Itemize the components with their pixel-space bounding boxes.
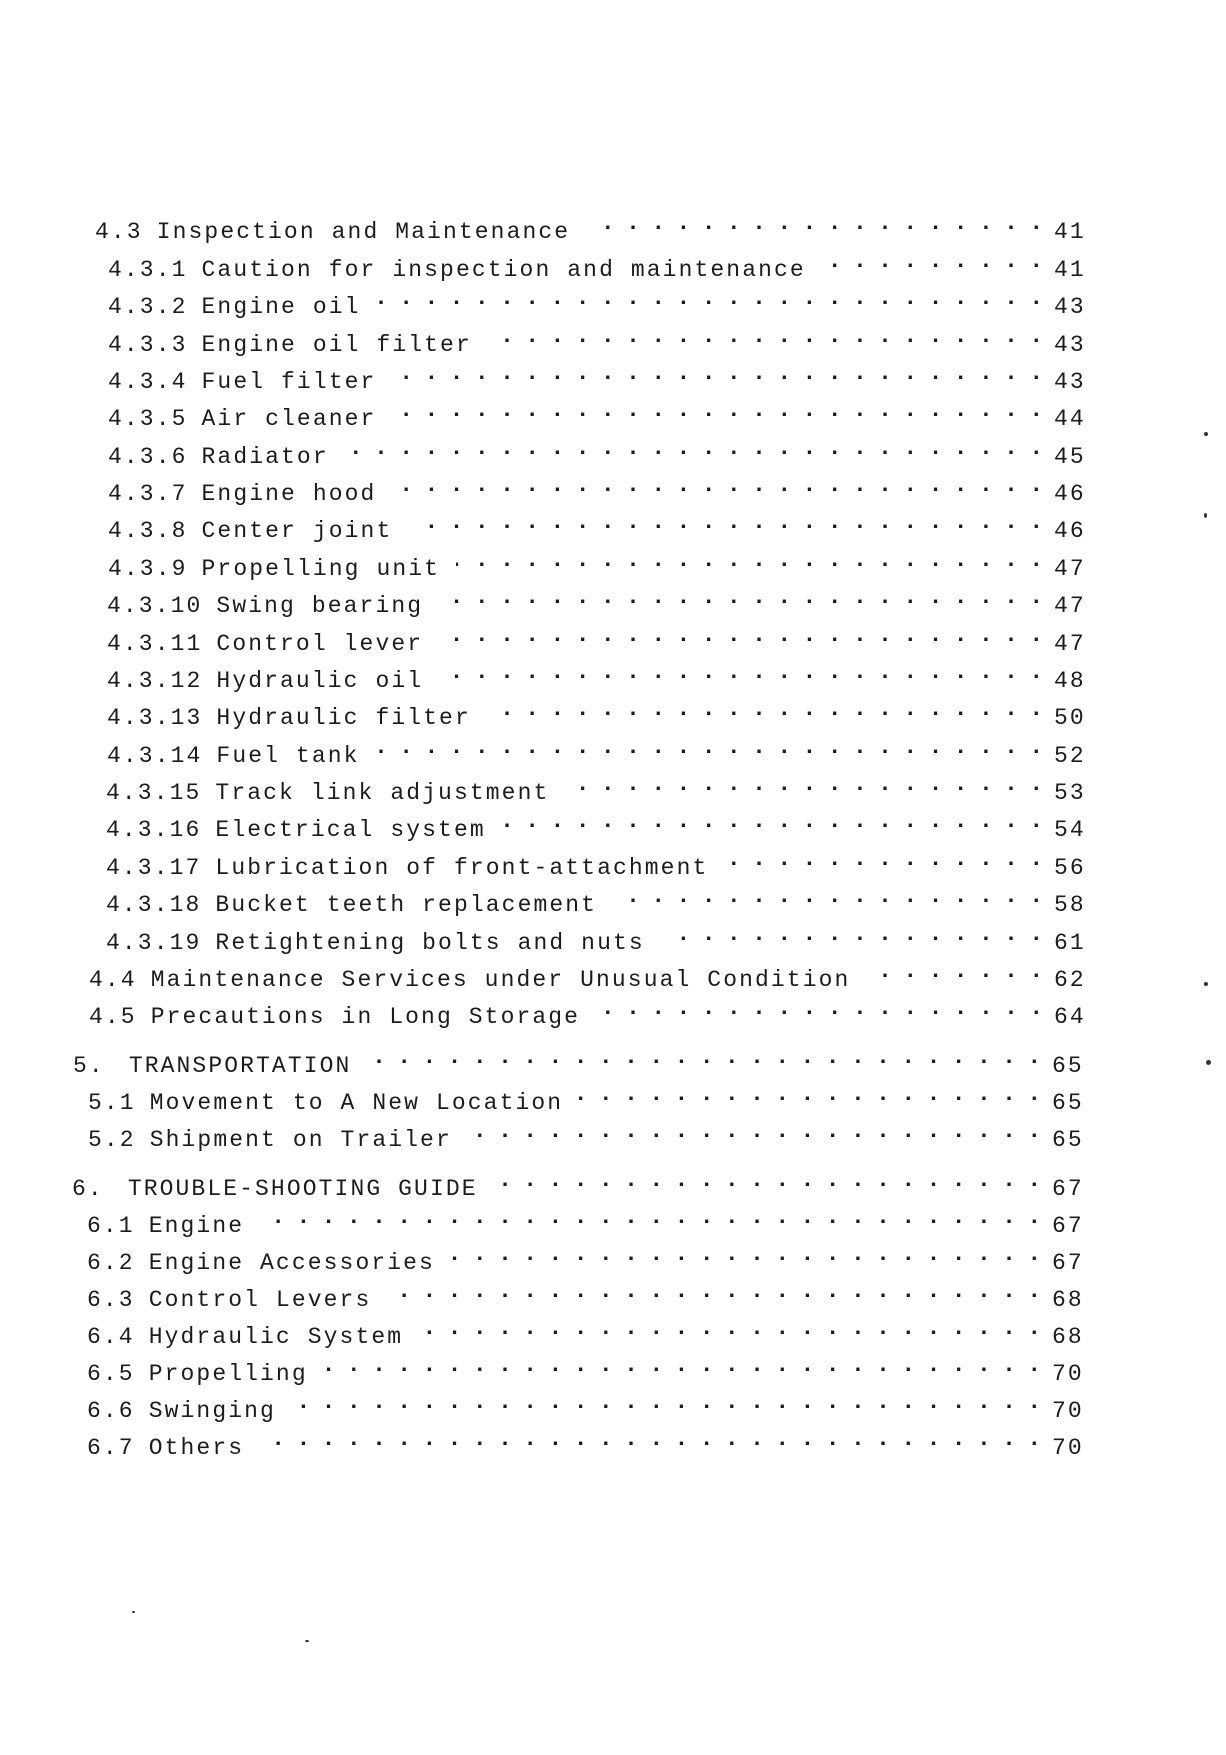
toc-entry [87,1239,1090,1276]
toc-entry-number: 4.3.8 [108,518,188,544]
toc-entry-page: 47 [1054,593,1086,619]
toc-entry-number: 4.3.19 [106,930,202,956]
toc-entry-number: 4.3.5 [108,406,188,432]
dot-leader [419,1313,1040,1343]
toc-entry-page: 65 [1052,1090,1084,1116]
toc-entry-title: TRANSPORTATION [128,1053,352,1079]
dot-leader [292,1387,1040,1417]
dot-leader [367,1042,1040,1072]
toc-entry-number: 4.3.10 [107,593,203,619]
toc-entry [107,694,1092,731]
toc-entry-number: 4.3.4 [108,369,188,395]
toc-entry-page: 54 [1054,817,1086,843]
dot-leader [260,1424,1040,1454]
dot-leader [408,507,1042,537]
dot-leader [661,919,1042,949]
toc-entry-title: Maintenance Services under Unusual Condition [150,967,851,993]
toc-entry-page: 68 [1052,1324,1084,1350]
toc-entry-page: 46 [1054,481,1086,507]
toc-entry [106,806,1092,843]
toc-entry [108,433,1092,470]
toc-entry-page: 58 [1054,892,1086,918]
toc-entry-page: 41 [1054,219,1086,245]
toc-entry-page: 68 [1052,1287,1084,1313]
toc-entry-title: Fuel tank [216,743,360,769]
toc-entry-title: Fuel filter [201,369,377,395]
scan-speck [1204,513,1207,518]
toc-entry-page: 65 [1052,1053,1084,1079]
toc-entry-page: 47 [1054,556,1086,582]
toc-entry [87,1313,1090,1350]
toc-entry-number: 6.4 [87,1324,135,1350]
toc-entry-number: 4.3.1 [108,257,188,283]
toc-entry-title: Engine oil filter [201,332,472,358]
toc-entry [108,395,1092,432]
toc-entry-number: 4.3.3 [108,332,188,358]
dot-leader [456,545,1042,575]
toc-entry-number: 4.3.11 [107,631,203,657]
toc-entry-title: Hydraulic filter [216,705,471,731]
toc-entry-title: Movement to A New Location [149,1090,564,1116]
toc-entry-title: Electrical system [215,817,486,843]
dot-leader [324,1350,1040,1380]
toc-entry-number: 4.3.15 [106,780,202,806]
toc-entry [87,1276,1090,1313]
toc-entry-page: 46 [1054,518,1086,544]
toc-entry-page: 41 [1054,257,1086,283]
toc-entry-page: 47 [1054,631,1086,657]
toc-entry-page: 67 [1052,1250,1084,1276]
dot-leader [377,283,1042,313]
dot-leader [345,433,1042,463]
dot-leader [596,993,1042,1023]
toc-entry-number: 4.3.14 [107,743,203,769]
toc-entry-number: 4.3 [95,219,143,245]
toc-entry-number: 4.3.6 [108,444,188,470]
dot-leader [439,620,1042,650]
dot-leader [502,806,1042,836]
toc-entry-title: Inspection and Maintenance [156,219,571,245]
dot-leader [724,844,1042,874]
toc-entry-page: 70 [1052,1435,1084,1461]
toc-entry-number: 4.3.16 [106,817,202,843]
dot-leader [376,732,1042,762]
toc-entry [108,470,1092,507]
toc-entry [89,993,1092,1030]
toc-entry-number: 6.7 [87,1435,135,1461]
toc-entry-title: Control lever [216,631,424,657]
toc-entry-title: Retightening bolts and nuts [215,930,645,956]
toc-entry-title: Propelling unit [201,556,441,582]
dot-leader [494,1165,1040,1195]
toc-entry-title: Engine hood [201,481,377,507]
toc-chapter [73,1042,1090,1079]
toc-entry-number: 6.5 [87,1361,135,1387]
toc-entry-page: 64 [1054,1004,1086,1030]
toc-entry-page: 43 [1054,332,1086,358]
toc-entry-number: 6.2 [87,1250,135,1276]
dot-leader [866,956,1042,986]
toc-entry-title: Hydraulic System [148,1324,404,1350]
toc-chapter [72,1165,1090,1202]
toc-entry-title: Engine Accessories [148,1250,435,1276]
toc-entry-page: 52 [1054,743,1086,769]
toc-entry-number: 4.3.12 [107,668,203,694]
toc-entry-number: 5.1 [88,1090,136,1116]
dot-leader [439,582,1042,612]
toc-entry [108,507,1092,544]
toc-entry [107,620,1092,657]
toc-entry-title: Engine oil [201,294,361,320]
toc-entry-page: 56 [1054,855,1086,881]
toc-entry-page: 67 [1052,1176,1084,1202]
toc-entry-title: Shipment on Trailer [149,1127,452,1153]
scan-speck [132,1611,135,1613]
toc-entry-title: Track link adjustment [215,780,550,806]
toc-entry [88,1079,1090,1116]
dot-leader [392,395,1042,425]
toc-entry-page: 70 [1052,1361,1084,1387]
toc-entry-page: 53 [1054,780,1086,806]
toc-entry-title: Engine [148,1213,245,1239]
scan-speck [305,1640,309,1642]
dot-leader [586,208,1042,238]
toc-entry-page: 45 [1054,444,1086,470]
dot-leader [439,657,1042,687]
toc-entry-number: 5.2 [88,1127,136,1153]
dot-leader [579,1079,1040,1109]
toc-entry-number: 4.4 [89,967,137,993]
toc-entry-page: 44 [1054,406,1086,432]
toc-entry-title: TROUBLE-SHOOTING GUIDE [127,1176,478,1202]
toc-entry-number: 6.1 [87,1213,135,1239]
toc-entry [87,1350,1090,1387]
toc-entry-page: 50 [1054,705,1086,731]
dot-leader [260,1202,1040,1232]
toc-entry-title: Propelling [148,1361,308,1387]
toc-entry-title: Swinging [148,1398,276,1424]
scan-speck [1206,1060,1211,1065]
toc-entry [106,844,1092,881]
toc-entry [108,246,1092,283]
dot-leader [488,321,1042,351]
toc-entry-number: 6. [72,1176,104,1202]
toc-entry-title: Lubrication of front-attachment [215,855,709,881]
toc-entry-title: Swing bearing [216,593,424,619]
toc-entry-title: Caution for inspection and maintenance [201,257,806,283]
toc-entry-title: Center joint [201,518,393,544]
toc-entry-title: Air cleaner [201,406,377,432]
toc-entry [108,283,1092,320]
toc-entry-page: 67 [1052,1213,1084,1239]
toc-entry [87,1387,1090,1424]
scan-speck [1204,432,1208,436]
toc-entry-title: Bucket teeth replacement [215,892,598,918]
toc-entry-page: 43 [1054,369,1086,395]
toc-entry-number: 4.3.17 [106,855,202,881]
toc-entry [89,956,1092,993]
toc-entry-number: 4.3.2 [108,294,188,320]
dot-leader [451,1239,1040,1269]
toc-entry [88,1116,1090,1153]
toc-entry [106,769,1092,806]
dot-leader [487,694,1042,724]
toc-entry [87,1424,1090,1461]
toc-entry-number: 4.5 [89,1004,137,1030]
toc-entry-title: Control Levers [148,1287,372,1313]
toc-entry [87,1202,1090,1239]
toc-entry-page: 70 [1052,1398,1084,1424]
dot-leader [392,358,1042,388]
toc-entry-title: Hydraulic oil [216,668,424,694]
toc-entry-number: 6.6 [87,1398,135,1424]
toc-entry-title: Radiator [201,444,329,470]
toc-entry [108,545,1092,582]
toc-entry-page: 61 [1054,930,1086,956]
toc-entry-number: 4.3.13 [107,705,203,731]
toc-entry-page: 65 [1052,1127,1084,1153]
toc-entry-page: 62 [1054,967,1086,993]
toc-entry-page: 48 [1054,668,1086,694]
toc-entry [108,321,1092,358]
dot-leader [468,1116,1040,1146]
dot-leader [387,1276,1040,1306]
toc-entry [95,208,1092,245]
toc-entry [107,732,1092,769]
toc-entry [107,657,1092,694]
dot-leader [392,470,1042,500]
toc-entry [108,358,1092,395]
toc-entry-number: 4.3.18 [106,892,202,918]
toc-entry-number: 4.3.7 [108,481,188,507]
dot-leader [565,769,1042,799]
toc-entry-number: 5. [73,1053,105,1079]
scan-speck [1204,982,1208,986]
toc-entry [106,881,1092,918]
toc-entry-number: 4.3.9 [108,556,188,582]
toc-entry [107,582,1092,619]
dot-leader [613,881,1042,911]
toc-entry-page: 43 [1054,294,1086,320]
toc-entry-title: Precautions in Long Storage [150,1004,581,1030]
toc-entry-number: 6.3 [87,1287,135,1313]
toc-entry [106,919,1092,956]
toc-entry-title: Others [148,1435,245,1461]
dot-leader [822,246,1042,276]
